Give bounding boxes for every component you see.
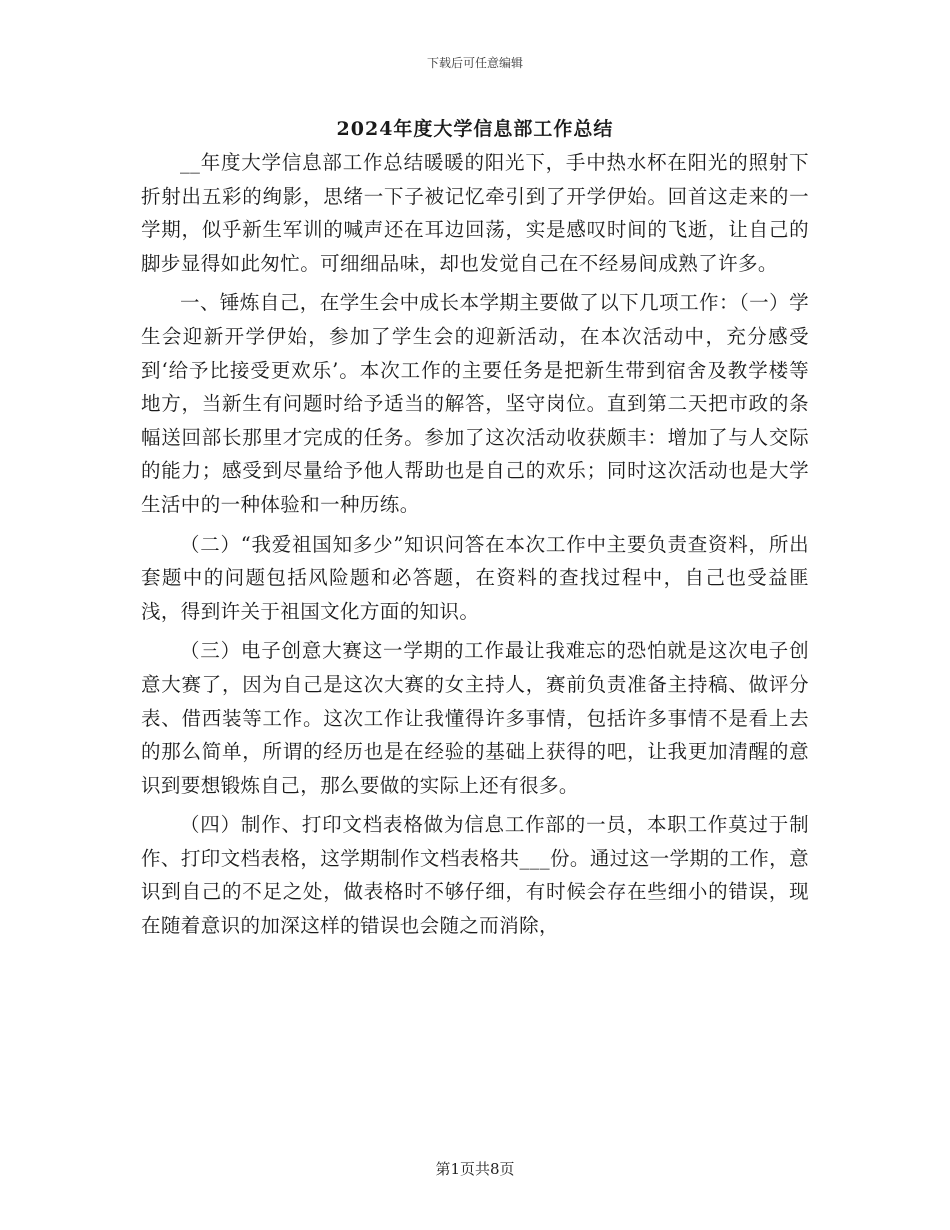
paragraph-intro: __年度大学信息部工作总结暖暖的阳光下，手中热水杯在阳光的照射下折射出五彩的绚影，思绪一下子被记忆牵引到了开学伊始。回首这走来的一学期，似乎新生军训的喊声还在耳边回荡，实是感叹时间的飞逝，让自己的脚步显得如此匆忙。可细细品味，却也发觉自己在不经易间成熟了许多。 [141,151,809,275]
paragraph-section-two: （二）“我爱祖国知多少”知识问答在本次工作中主要负责查资料，所出套题中的问题包括风险题和必答题，在资料的查找过程中，自己也受益匪浅，得到许关于祖国文化方面的知识。 [141,532,809,623]
paragraph-section-three: （三）电子创意大赛这一学期的工作最让我难忘的恐怕就是这次电子创意大赛了，因为自己是这次大赛的女主持人，赛前负责准备主持稿、做评分表、借西装等工作。这次工作让我懂得许多事情，包括许多事情不是看上去的那么简单，所谓的经历也是在经验的基础上获得的吧，让我更加清醒的意识到要想锻炼自己，那么要做的实际上还有很多。 [141,639,809,797]
document-body [141,146,809,943]
paragraph-section-four: （四）制作、打印文档表格做为信息工作部的一员，本职工作莫过于制作、打印文档表格，这学期制作文档表格共___份。通过这一学期的工作，意识到自己的不足之处，做表格时不够仔细，有时候会存在些细小的错误，现在随着意识的加深这样的错误也会随之而消除， [141,813,809,938]
page-header-note: 下载后可任意编辑 [426,56,523,70]
page-number: 第1页共8页 [435,1160,515,1178]
paragraph-section-one: 一、锤炼自己，在学生会中成长本学期主要做了以下几项工作：（一）学生会迎新开学伊始，参加了学生会的迎新活动，在本次活动中，充分感受到‘给予比接受更欢乐’。本次工作的主要任务是把新生带到宿舍及教学楼等地方，当新生有问题时给予适当的解答，坚守岗位。直到第二天把市政的条幅送回部长那里才完成的任务。参加了这次活动收获颇丰：增加了与人交际的能力；感受到尽量给予他人帮助也是自己的欢乐；同时这次活动也是大学生活中的一种体验和一种历练。 [141,291,809,516]
document-title: 2024年度大学信息部工作总结 [336,118,614,140]
